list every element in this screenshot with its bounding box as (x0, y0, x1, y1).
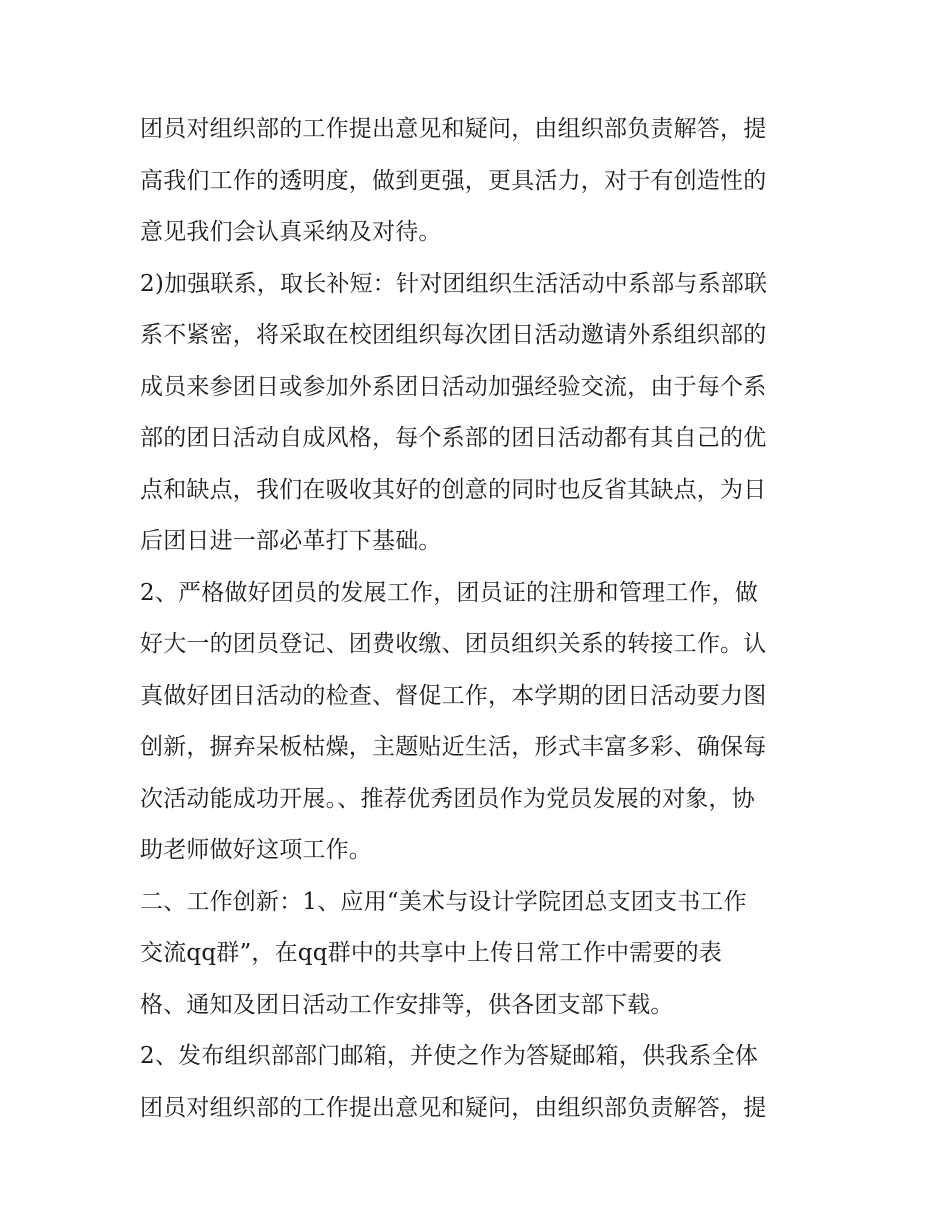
text-line: 2)加强联系，取长补短：针对团组织生活活动中系部与系部联 (140, 270, 768, 297)
text-line: 点和缺点，我们在吸收其好的创意的同时也反省其缺点，为日 (140, 476, 767, 503)
text-line: 二、工作创新：1、应用“美术与设计学院团总支团支书工作 (140, 888, 747, 915)
text-line: 助老师做好这项工作。 (140, 837, 372, 863)
text-line: 创新，摒弃呆板枯燥，主题贴近生活，形式丰富多彩、确保每 (140, 734, 767, 760)
text-line: 团员对组织部的工作提出意见和疑问，由组织部负责解答，提 (140, 116, 767, 142)
text-line: 2、严格做好团员的发展工作，团员证的注册和管理工作，做 (140, 579, 759, 606)
text-line: 次活动能成功开展。、推荐优秀团员作为党员发展的对象，协 (140, 785, 755, 812)
text-line: 部的团日活动自成风格，每个系部的团日活动都有其自己的优 (140, 425, 767, 451)
text-line: 成员来参团日或参加外系团日活动加强经验交流，由于每个系 (140, 373, 767, 400)
text-line: 格、通知及团日活动工作安排等，供各团支部下载。 (140, 991, 674, 1018)
text-line: 好大一的团员登记、团费收缴、团员组织关系的转接工作。认 (140, 631, 767, 657)
document-body (140, 104, 830, 1134)
text-line: 2、发布组织部部门邮箱，并使之作为答疑邮箱，供我系全体 (140, 1043, 759, 1069)
text-line: 后团日进一部必革打下基础。 (140, 528, 442, 554)
text-line: 高我们工作的透明度，做到更强，更具活力，对于有创造性的 (140, 167, 767, 194)
text-line: 意见我们会认真采纳及对待。 (140, 219, 442, 245)
text-line: 系不紧密，将采取在校团组织每次团日活动邀请外系组织部的 (140, 322, 767, 348)
text-line: 交流qq群”，在qq群中的共享中上传日常工作中需要的表 (140, 940, 723, 966)
text-line: 真做好团日活动的检查、督促工作，本学期的团日活动要力图 (140, 682, 767, 709)
text-line: 团员对组织部的工作提出意见和疑问，由组织部负责解答，提 (140, 1094, 767, 1121)
